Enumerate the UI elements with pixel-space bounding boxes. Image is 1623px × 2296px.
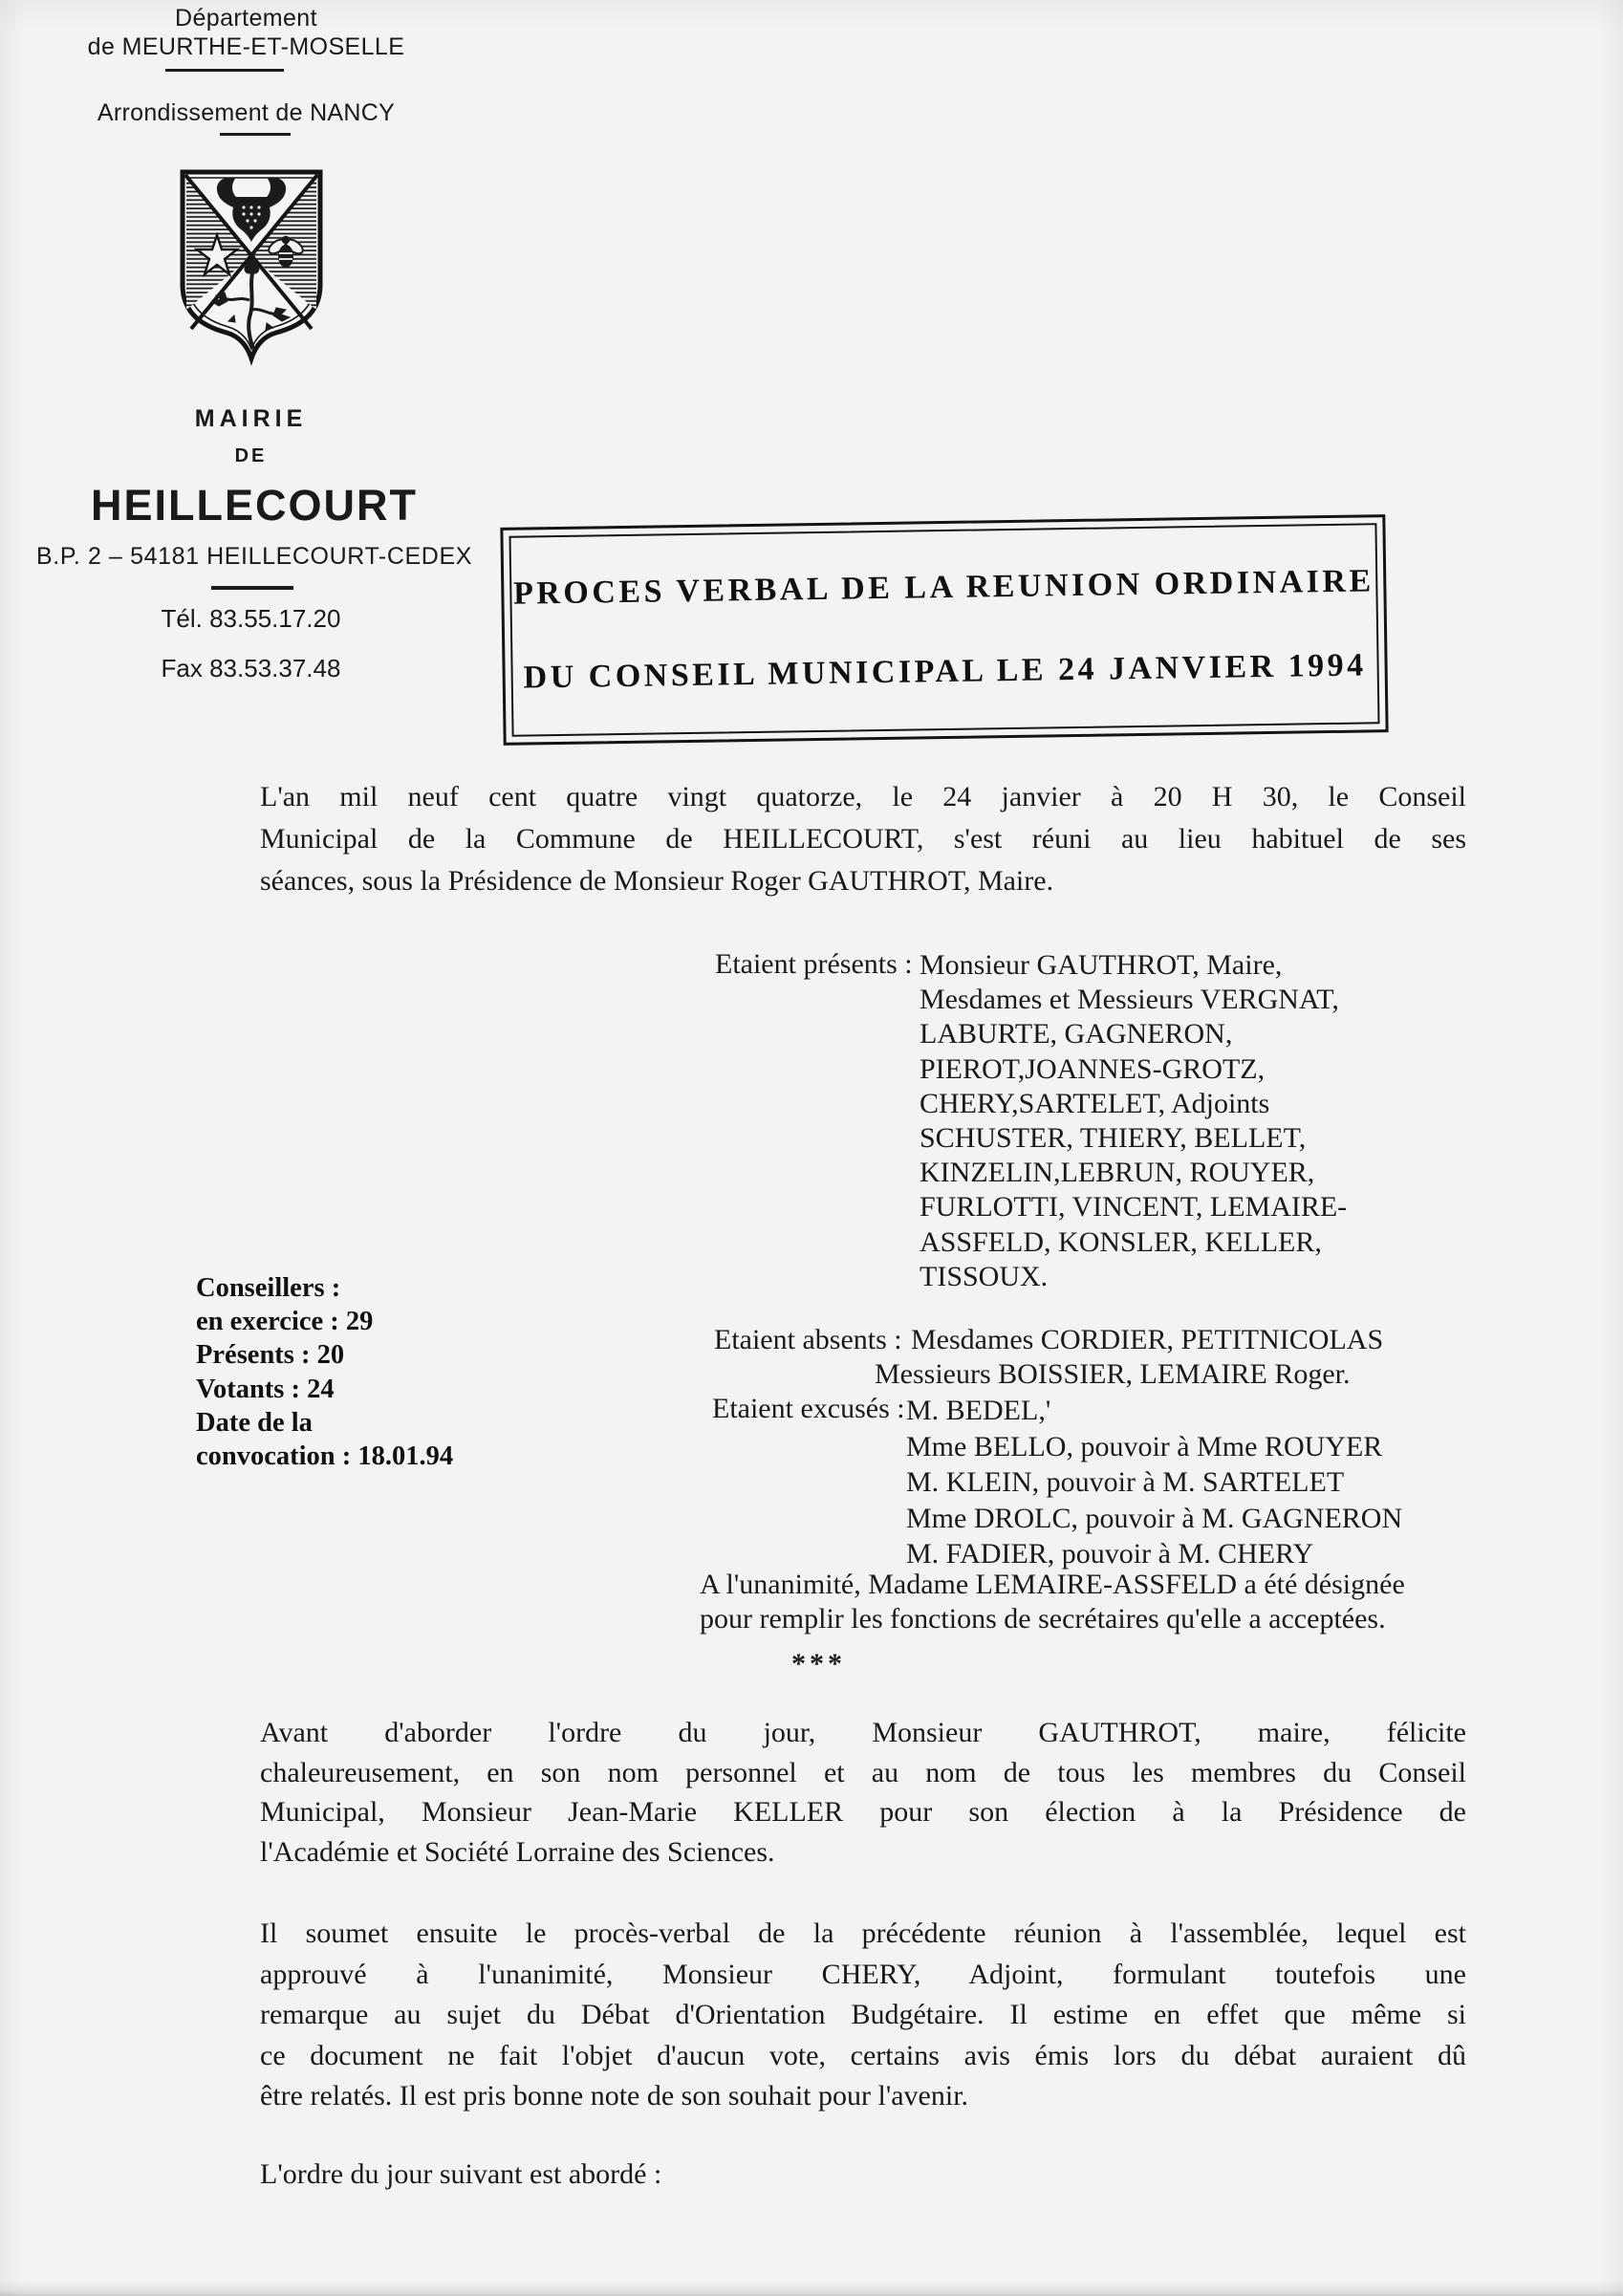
closing-line: L'ordre du jour suivant est abordé : — [260, 2158, 662, 2190]
excused-member: M. KLEIN, pouvoir à M. SARTELET — [906, 1466, 1345, 1499]
counter-line: Présents : 20 — [196, 1340, 345, 1371]
scan-bottom-edge — [0, 2281, 1623, 2296]
department-underline — [165, 69, 284, 72]
de-label: DE — [234, 445, 268, 466]
present-member: LABURTE, GAGNERON, — [920, 1018, 1233, 1051]
paragraph-line: ce document ne fait l'objet d'aucun vote, certains avis émis lors du débat auraient dû — [260, 2039, 1466, 2071]
department-line2: de MEURTHE-ET-MOSELLE — [87, 33, 405, 60]
proces-verbal-paragraph — [260, 1914, 1466, 2117]
absent-member: Mesdames CORDIER, PETITNICOLAS — [911, 1324, 1384, 1355]
secretary-note-line: A l'unanimité, Madame LEMAIRE-ASSFELD a été désignée — [700, 1569, 1405, 1600]
council-counters — [196, 1271, 453, 1473]
fax-number: Fax 83.53.37.48 — [161, 654, 341, 682]
counter-line: convocation : 18.01.94 — [196, 1441, 454, 1472]
counter-line: Conseillers : — [196, 1273, 341, 1303]
title-box-inner-border — [509, 523, 1379, 736]
address-underline — [211, 586, 293, 590]
presents-label: Etaient présents : — [715, 948, 913, 980]
title-line-2: DU CONSEIL MUNICIPAL LE 24 JANVIER 1994 — [523, 647, 1367, 696]
counter-line: Votants : 24 — [196, 1374, 335, 1404]
paragraph-line: être relatés. Il est pris bonne note de son souhait pour l'avenir. — [260, 2080, 969, 2112]
paragraph-line: Municipal, Monsieur Jean-Marie KELLER pour son élection à la Présidence de — [260, 1796, 1466, 1828]
postal-address: B.P. 2 – 54181 HEILLECOURT-CEDEX — [36, 543, 472, 570]
present-member: Mesdames et Messieurs VERGNAT, — [920, 984, 1339, 1016]
paragraph-line: séances, sous la Présidence de Monsieur Roger GAUTHROT, Maire. — [260, 865, 1054, 897]
present-member: KINZELIN,LEBRUN, ROUYER, — [920, 1157, 1315, 1189]
present-member: FURLOTTI, VINCENT, LEMAIRE- — [920, 1191, 1348, 1224]
excuses-list — [906, 1393, 1402, 1572]
phone-number: Tél. 83.55.17.20 — [161, 604, 341, 633]
paragraph-line: approuvé à l'unanimité, Monsieur CHERY, Adjoint, formulant toutefois une — [260, 1958, 1466, 1990]
counter-line: en exercice : 29 — [196, 1307, 374, 1337]
department-block — [57, 4, 435, 61]
excuses-label: Etaient excusés : — [712, 1393, 905, 1424]
excused-member: Mme DROLC, pouvoir à M. GAGNERON — [906, 1502, 1403, 1534]
mairie-label: MAIRIE — [194, 405, 308, 432]
paragraph-line: Municipal de la Commune de HEILLECOURT, s'est réuni au lieu habituel de ses — [260, 823, 1466, 855]
title-line-1: PROCES VERBAL DE LA REUNION ORDINAIRE — [512, 563, 1374, 612]
intro-paragraph — [260, 776, 1466, 902]
arrondissement-underline — [220, 133, 291, 136]
present-member: TISSOUX. — [920, 1260, 1049, 1292]
excused-member: Mme BELLO, pouvoir à Mme ROUYER — [906, 1430, 1383, 1462]
present-member: ASSFELD, KONSLER, KELLER, — [920, 1225, 1322, 1258]
felicitations-paragraph — [260, 1713, 1466, 1872]
present-member: CHERY,SARTELET, Adjoints — [920, 1087, 1270, 1119]
counter-line: Date de la — [196, 1407, 313, 1438]
paragraph-line: Il soumet ensuite le procès-verbal de la précédente réunion à l'assemblée, lequel est — [260, 1917, 1466, 1949]
excused-member: M. FADIER, pouvoir à M. CHERY — [906, 1538, 1314, 1570]
present-member: SCHUSTER, THIERY, BELLET, — [920, 1122, 1307, 1155]
commune-name: HEILLECOURT — [91, 481, 418, 530]
presents-list — [920, 948, 1347, 1294]
paragraph-line: l'Académie et Société Lorraine des Sciences. — [260, 1835, 775, 1868]
paragraph-line: L'an mil neuf cent quatre vingt quatorze, le 24 janvier à 20 H 30, le Conseil — [260, 781, 1466, 812]
paragraph-line: Avant d'aborder l'ordre du jour, Monsieur GAUTHROT, maire, félicite — [260, 1717, 1466, 1748]
paragraph-line: chaleureusement, en son nom personnel et au nom de tous les membres du Conseil — [260, 1756, 1466, 1788]
secretary-note-line: pour remplir les fonctions de secrétaires qu'elle a acceptées. — [700, 1603, 1386, 1635]
secretary-note — [700, 1568, 1405, 1636]
arrondissement: Arrondissement de NANCY — [97, 99, 396, 126]
absent-member: Messieurs BOISSIER, LEMAIRE Roger. — [875, 1358, 1351, 1390]
coat-of-arms — [175, 164, 328, 367]
present-member: PIEROT,JOANNES-GROTZ, — [920, 1052, 1266, 1085]
excused-member: M. BEDEL,' — [906, 1395, 1051, 1426]
section-separator: *** — [791, 1648, 846, 1679]
title-box — [500, 514, 1388, 746]
absents-label: Etaient absents : — [714, 1324, 902, 1355]
present-member: Monsieur GAUTHROT, Maire, — [920, 949, 1283, 981]
department-line1: Département — [175, 5, 317, 32]
paragraph-line: remarque au sujet du Débat d'Orientation Budgétaire. Il estime en effet que même si — [260, 1999, 1466, 2030]
